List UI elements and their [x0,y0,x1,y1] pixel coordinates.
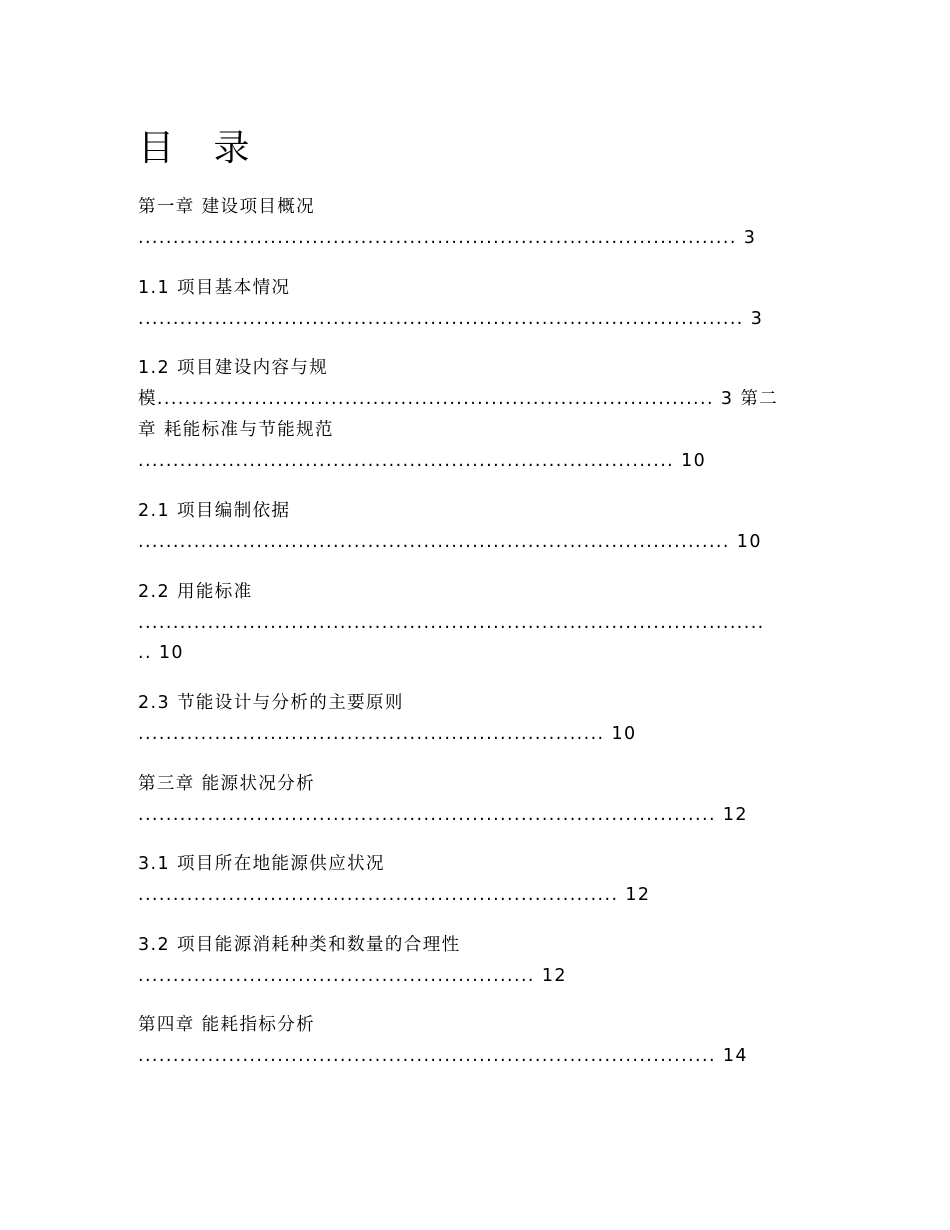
toc-leader-3-2: ......................................................... 12 [138,966,567,986]
toc-entry-chapter-1: 第一章 建设项目概况 [138,197,316,217]
toc-leader-chapter-3: ................................................................................... 12 [138,805,748,825]
toc-leader-3-1: ..................................................................... 12 [138,885,651,905]
toc-entry-2-3: 2.3 节能设计与分析的主要原则 [138,693,404,713]
toc-leader-2-1: ..................................................................................... 10 [138,532,762,552]
toc-leader-chapter-2: ............................................................................. 10 [138,451,707,471]
toc-entry-2-2: 2.2 用能标准 [138,582,253,602]
toc-leader-2-2-page: .. 10 [138,643,184,663]
toc-leader-chapter-4: ................................................................................... 14 [138,1046,748,1066]
toc-entry-2-1: 2.1 项目编制依据 [138,501,291,521]
toc-leader-chapter-1: ...................................................................................... 3 [138,228,757,248]
toc-entry-1-1: 1.1 项目基本情况 [138,278,291,298]
toc-entry-chapter-2: 章 耗能标准与节能规范 [138,420,334,440]
toc-entry-3-1: 3.1 项目所在地能源供应状况 [138,854,385,874]
toc-leader-2-2: .......................................................................................... [138,613,765,633]
toc-title: 目 录 [138,128,264,169]
toc-leader-1-1: ....................................................................................... 3 [138,309,764,329]
toc-entry-chapter-3: 第三章 能源状况分析 [138,774,316,794]
toc-leader-2-3: ................................................................... 10 [138,724,637,744]
toc-leader-1-2: 模................................................................................ 3 第二 [138,389,779,409]
toc-entry-3-2: 3.2 项目能源消耗种类和数量的合理性 [138,935,461,955]
toc-entry-1-2: 1.2 项目建设内容与规 [138,358,329,378]
toc-entry-chapter-4: 第四章 能耗指标分析 [138,1015,316,1035]
